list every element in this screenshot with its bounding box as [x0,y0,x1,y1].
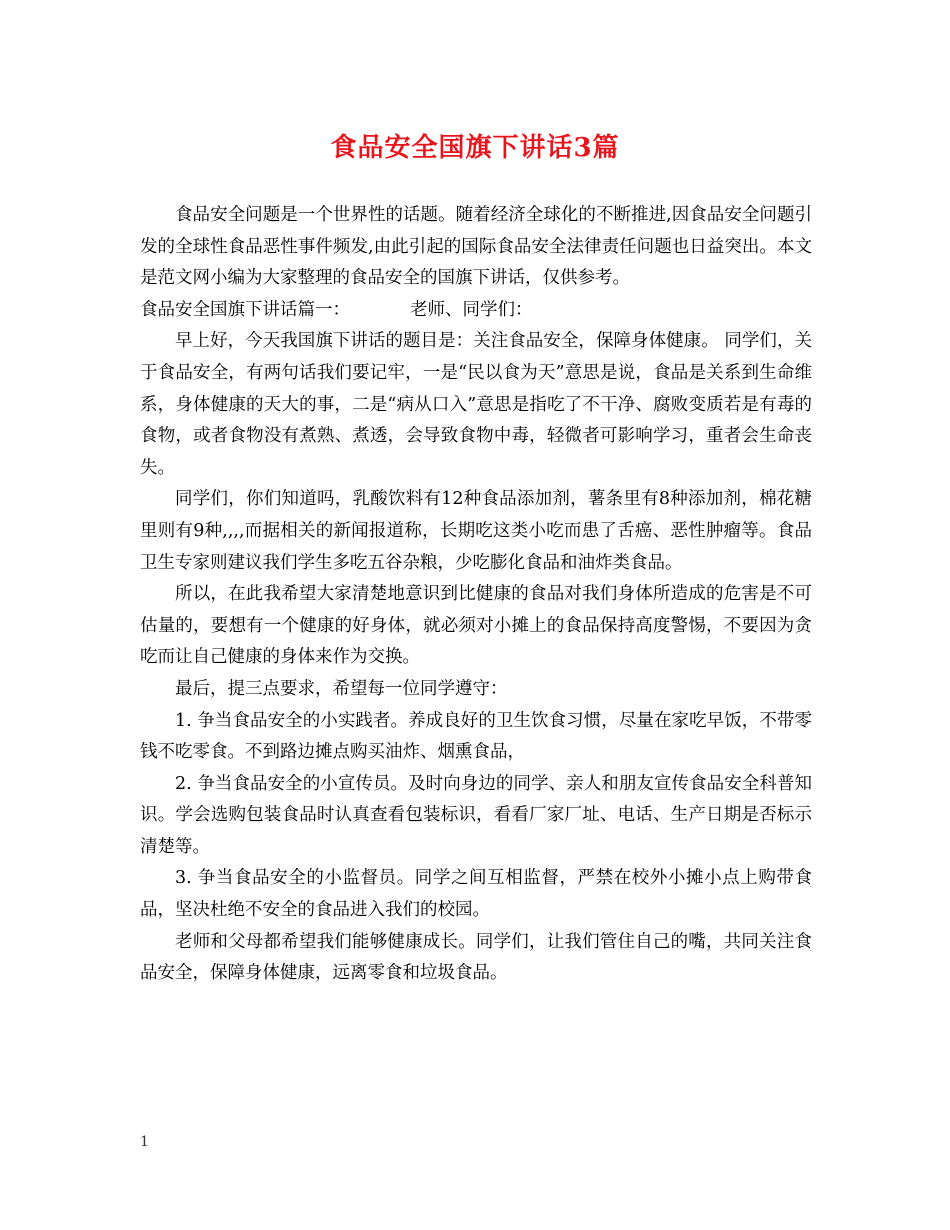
list-item: 1. 争当食品安全的小实践者。养成良好的卫生饮食习惯，尽量在家吃早饭，不带零钱不吃零食。不到路边摊点购买油炸、烟熏食品， [140,710,812,763]
body-paragraph: 所以，在此我希望大家清楚地意识到比健康的食品对我们身体所造成的危害是不可估量的，要想有一个健康的好身体，就必须对小摊上的食品保持高度警惕，不要因为贪吃而让自己健康的身体来作为交换。 [140,584,812,668]
body-paragraph: 最后，提三点要求，希望每一位同学遵守： [175,678,508,699]
document-body [140,200,812,990]
list-item: 2. 争当食品安全的小宣传员。及时向身边的同学、亲人和朋友宣传食品安全科普知识。学会选购包装食品时认真查看包装标识，看看厂家厂址、电话、生产日期是否标示清楚等。 [140,773,812,857]
page-number: 1 [140,1134,149,1150]
section-heading-line [140,295,812,327]
section-heading: 食品安全国旗下讲话篇一： [140,299,350,320]
body-paragraph: 同学们，你们知道吗，乳酸饮料有12种食品添加剂，薯条里有8种添加剂，棉花糖里则有9种,,,,而据相关的新闻报道称，长期吃这类小吃而患了舌癌、恶性肿瘤等。食品卫生专家则建议我们学生多吃五谷杂粮，少吃膨化食品和油炸类食品。 [140,489,812,573]
salutation: 老师、同学们： [410,299,533,320]
intro-paragraph: 食品安全问题是一个世界性的话题。随着经济全球化的不断推进,因食品安全问题引发的全球性食品恶性事件频发,由此引起的国际食品安全法律责任问题也日益突出。本文是范文网小编为大家整理的食品安全的国旗下讲话，仅供参考。 [140,205,812,289]
closing-paragraph: 老师和父母都希望我们能够健康成长。同学们，让我们管住自己的嘴，共同关注食品安全，保障身体健康，远离零食和垃圾食品。 [140,931,812,984]
body-paragraph: 早上好，今天我国旗下讲话的题目是：关注食品安全，保障身体健康。 同学们，关于食品安全，有两句话我们要记牢，一是“民以食为天”意思是说，食品是关系到生命维系，身体健康的天大的事，二是“病从口入”意思是指吃了不干净、腐败变质若是有毒的食物，或者食物没有煮熟、煮透，会导致食物中毒，轻微者可影响学习，重者会生命丧失。 [140,331,812,478]
document-title: 食品安全国旗下讲话3篇 [330,133,620,163]
list-item: 3. 争当食品安全的小监督员。同学之间互相监督，严禁在校外小摊小点上购带食品，坚决杜绝不安全的食品进入我们的校园。 [140,868,812,921]
